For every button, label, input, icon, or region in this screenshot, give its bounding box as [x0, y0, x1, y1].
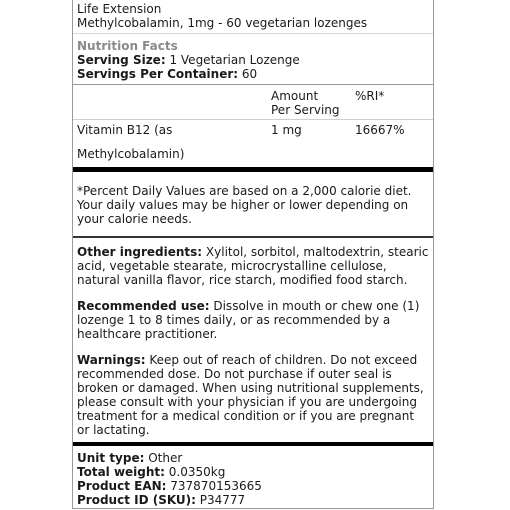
serving-size-value: 1 Vegetarian Lozenge — [169, 53, 300, 67]
footnote-line2: Your daily values may be higher or lower depending on — [77, 198, 409, 212]
servings-value: 60 — [241, 67, 258, 81]
recommended-line1 — [77, 299, 429, 313]
recommended-text-1: Dissolve in mouth or chew one (1) — [209, 299, 420, 313]
nutrient-amount: 1 mg — [271, 123, 302, 137]
col-amount-header-2: Per Serving — [271, 103, 340, 117]
ingredients-text-1: Xylitol, sorbitol, maltodextrin, stearic — [202, 245, 429, 259]
table-header-divider — [73, 119, 433, 120]
sku-row — [77, 493, 429, 507]
warnings-text-2: recommended dose. Do not purchase if outer seal is — [77, 367, 392, 381]
warnings-text-4: please consult with your physician if you are undergoing — [77, 395, 417, 409]
recommended-label: Recommended use: — [77, 299, 210, 313]
product-info-panel — [72, 0, 434, 509]
sku-label: Product ID (SKU): — [77, 493, 196, 507]
table-bottom-bar — [73, 167, 433, 172]
total-weight-label: Total weight: — [77, 465, 165, 479]
servings-per-container — [77, 67, 429, 81]
nutrition-facts-title: Nutrition Facts — [77, 39, 178, 53]
ean-label: Product EAN: — [77, 479, 167, 493]
facts-divider — [73, 84, 433, 85]
total-weight-row — [77, 465, 429, 479]
ingredients-text-3: natural vanilla flavor, rice starch, modified food starch. — [77, 273, 408, 287]
footnote-line1: *Percent Daily Values are based on a 2,000 calorie diet. — [77, 184, 412, 198]
ingredients-label: Other ingredients: — [77, 245, 203, 259]
warnings-text-6: or lactating. — [77, 423, 150, 437]
recommended-text-2: lozenge 1 to 8 times daily, or as recommended by a — [77, 313, 391, 327]
header-divider — [73, 33, 433, 34]
nutrient-name-line1: Vitamin B12 (as — [77, 123, 173, 137]
col-ri-header: %RI* — [355, 89, 385, 103]
warnings-line1 — [77, 353, 429, 367]
unit-type-label: Unit type: — [77, 451, 145, 465]
nutrient-name-line2: Methylcobalamin) — [77, 147, 185, 161]
warnings-text-1: Keep out of reach of children. Do not exceed — [145, 353, 418, 367]
product-title: Methylcobalamin, 1mg - 60 vegetarian lozenges — [77, 16, 368, 30]
nutrient-ri: 16667% — [355, 123, 405, 137]
ingredients-text-2: acid, vegetable stearate, microcrystalline cellulose, — [77, 259, 387, 273]
sku-value: P34777 — [195, 493, 246, 507]
footnote-divider — [73, 236, 433, 238]
unit-type-row — [77, 451, 429, 465]
ean-value: 737870153665 — [166, 479, 262, 493]
warnings-text-5: treatment for a medical condition or if you are pregnant — [77, 409, 415, 423]
info-top-bar — [73, 442, 433, 446]
warnings-text-3: broken or damaged. When using nutritional supplements, — [77, 381, 424, 395]
servings-label: Servings Per Container: — [77, 67, 239, 81]
unit-type-value: Other — [144, 451, 183, 465]
col-amount-header-1: Amount — [271, 89, 319, 103]
warnings-label: Warnings: — [77, 353, 146, 367]
serving-size — [77, 53, 429, 67]
total-weight-value: 0.0350kg — [164, 465, 226, 479]
ingredients-line1 — [77, 245, 429, 259]
brand-name: Life Extension — [77, 2, 162, 16]
serving-size-label: Serving Size: — [77, 53, 166, 67]
ean-row — [77, 479, 429, 493]
recommended-text-3: healthcare practitioner. — [77, 327, 218, 341]
footnote-line3: your calorie needs. — [77, 212, 192, 226]
